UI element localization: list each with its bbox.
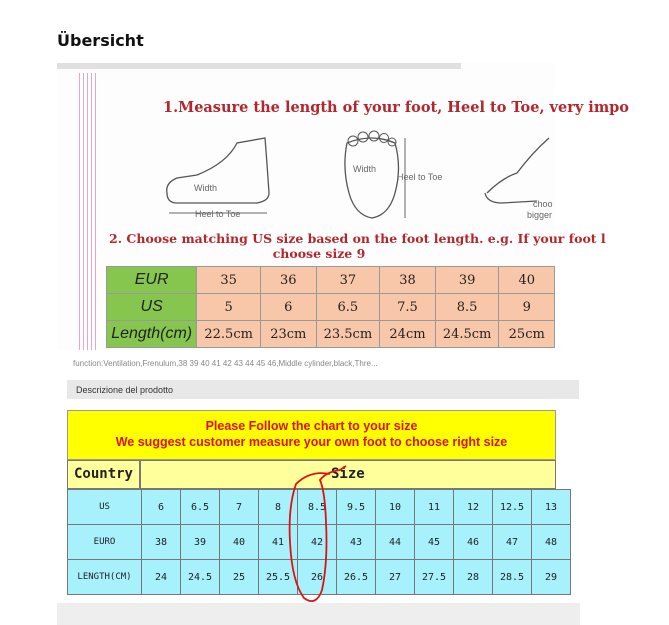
table-cell: 24cm xyxy=(380,321,435,348)
table-cell: 9 xyxy=(499,294,555,321)
decorative-stripes xyxy=(79,73,99,350)
width-label-top: Width xyxy=(353,164,377,174)
row-header-euro: EURO xyxy=(68,525,142,560)
table-cell: 44 xyxy=(376,525,415,560)
row-header-us: US xyxy=(107,294,197,321)
table-cell: 43 xyxy=(337,525,376,560)
table-cell: 26 xyxy=(298,560,337,595)
table-cell: 27 xyxy=(376,560,415,595)
table-cell: 6 xyxy=(261,294,316,321)
table-cell: 25 xyxy=(220,560,259,595)
table-cell: 6.5 xyxy=(316,294,380,321)
third-foot-icon xyxy=(487,138,549,193)
table-cell: 36 xyxy=(261,267,316,294)
table-row xyxy=(107,294,555,321)
table-cell: 22.5cm xyxy=(197,321,261,348)
table-cell: 40 xyxy=(499,267,555,294)
image-top-bar xyxy=(57,63,461,69)
table-cell: 42 xyxy=(298,525,337,560)
measure-heading: 1.Measure the length of your foot, Heel to Toe, very impo xyxy=(163,99,629,116)
table-cell: 6 xyxy=(142,490,181,525)
table-cell: 47 xyxy=(493,525,532,560)
table-cell: 46 xyxy=(454,525,493,560)
table-cell: 45 xyxy=(415,525,454,560)
function-text: function:Ventilation,Frenulum,38 39 40 41 42 43 44 45 46,Middle cylinder,black,Thre... xyxy=(73,359,378,368)
table-cell: 40 xyxy=(220,525,259,560)
width-label: Width xyxy=(194,183,218,193)
table-cell: 25.5 xyxy=(259,560,298,595)
side-foot-icon xyxy=(167,138,269,203)
choose-label: choo xyxy=(533,199,553,209)
row-header-length: LENGTH(CM) xyxy=(68,560,142,595)
table-cell: 7.5 xyxy=(380,294,435,321)
table-cell: 27.5 xyxy=(415,560,454,595)
table-cell: 13 xyxy=(532,490,571,525)
image-bottom-bar xyxy=(57,603,580,625)
table-cell: 28 xyxy=(454,560,493,595)
table-cell: 39 xyxy=(181,525,220,560)
table-cell: 9.5 xyxy=(337,490,376,525)
table-cell: 24.5 xyxy=(181,560,220,595)
choose-heading-line2: choose size 9 xyxy=(272,246,366,261)
table-cell: 10 xyxy=(376,490,415,525)
notice-line-1: Please Follow the chart to your size xyxy=(205,419,418,433)
table-cell: 8.5 xyxy=(298,490,337,525)
table-cell: 38 xyxy=(380,267,435,294)
table-cell: 39 xyxy=(435,267,499,294)
table-cell: 5 xyxy=(197,294,261,321)
table-cell: 12 xyxy=(454,490,493,525)
choose-heading: 2. Choose matching US size based on the foot length. e.g. If your foot l xyxy=(109,231,606,246)
table-cell: 29 xyxy=(532,560,571,595)
table-cell: 23cm xyxy=(261,321,316,348)
description-label: Descrizione del prodotto xyxy=(76,385,174,395)
heel-to-toe-label: Heel to Toe xyxy=(195,209,241,219)
table-cell: 41 xyxy=(259,525,298,560)
table-cell: 23.5cm xyxy=(316,321,380,348)
table-cell: 25cm xyxy=(499,321,555,348)
size-table-top xyxy=(106,266,555,348)
notice-line-2: We suggest customer measure your own foot to choose right size xyxy=(115,435,508,449)
table-cell: 26.5 xyxy=(337,560,376,595)
table-cell: 24.5cm xyxy=(435,321,499,348)
heel-to-toe-label-top: Heel to Toe xyxy=(397,172,443,182)
table-cell: 11 xyxy=(415,490,454,525)
table-cell: 12.5 xyxy=(493,490,532,525)
table-cell: 37 xyxy=(316,267,380,294)
table-cell: 38 xyxy=(142,525,181,560)
row-header-eur: EUR xyxy=(107,267,197,294)
table-cell: 6.5 xyxy=(181,490,220,525)
table-cell: 8 xyxy=(259,490,298,525)
top-foot-icon xyxy=(345,138,399,218)
table-cell: 48 xyxy=(532,525,571,560)
size-guide-image-top[interactable] xyxy=(57,63,629,350)
country-header: Country xyxy=(67,460,140,489)
table-cell: 8.5 xyxy=(435,294,499,321)
row-header-us: US xyxy=(68,490,142,525)
highlight-loop-icon xyxy=(280,462,350,607)
table-row xyxy=(107,267,555,294)
page-title: Übersicht xyxy=(57,31,144,50)
table-cell: 7 xyxy=(220,490,259,525)
size-header-label: Size xyxy=(331,466,365,482)
table-row xyxy=(107,321,555,348)
table-cell: 28.5 xyxy=(493,560,532,595)
table-cell: 24 xyxy=(142,560,181,595)
bigger-label: bigger xyxy=(527,210,553,220)
table-cell: 35 xyxy=(197,267,261,294)
row-header-length: Length(cm) xyxy=(107,321,197,348)
